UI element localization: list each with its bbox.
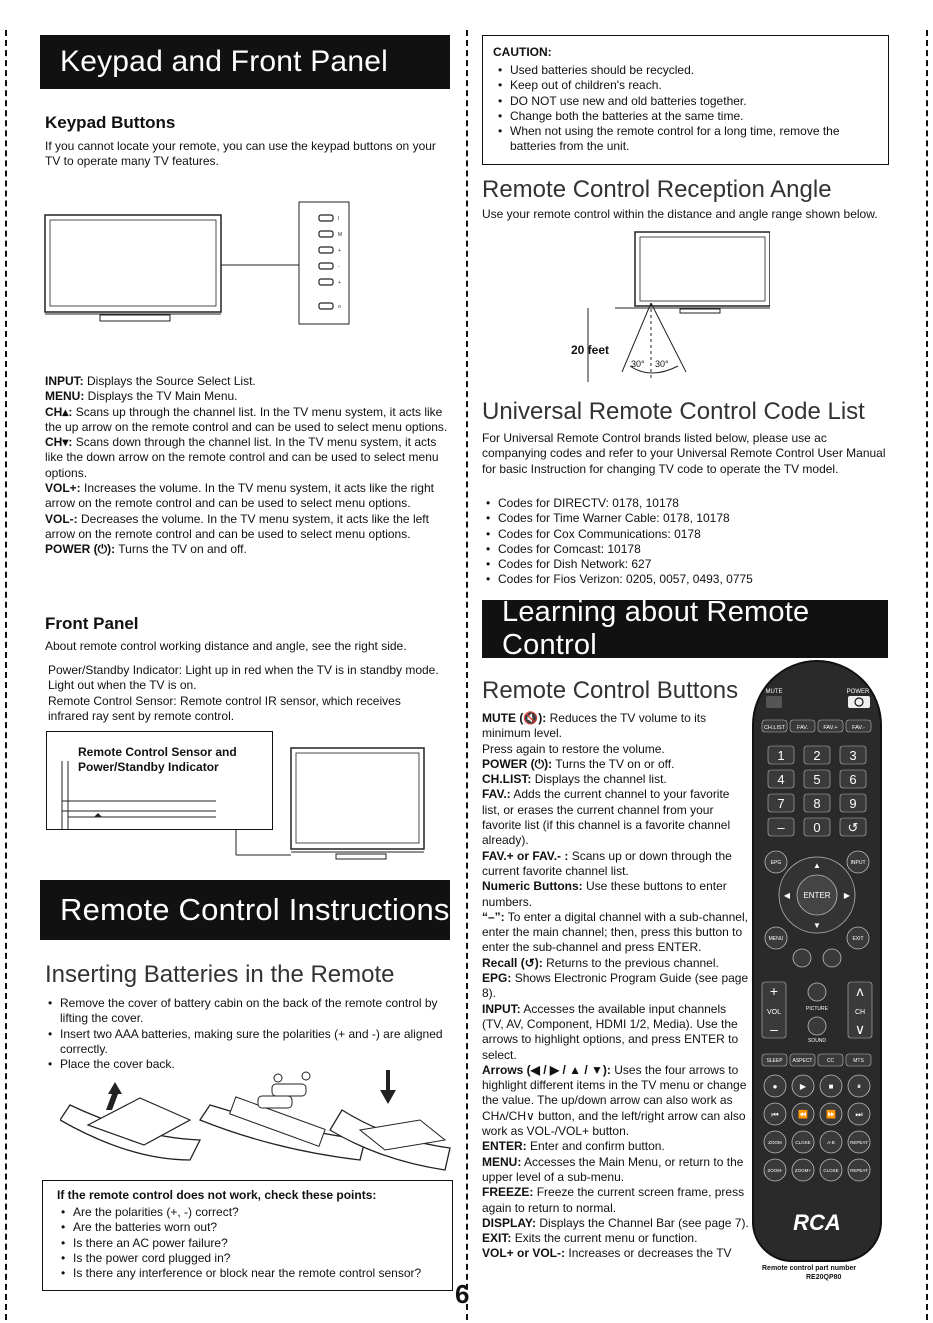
remote-mute-label: MUTE <box>765 689 783 695</box>
def-vol-up: VOL+: Increases the volume. In the TV menu system, it acts like the right arrow on the remote control and can be used to select menu options. <box>45 481 434 511</box>
remote-num-label: 3 <box>849 748 857 763</box>
def-ch-down: CH▾: Scans down through the channel list. In the TV menu system, it acts like the down arrow on the remote control and can be used to select menu options. <box>45 435 439 480</box>
remote-num-label: 6 <box>849 772 857 787</box>
troubleshooting-item: • Is the power cord plugged in? <box>59 1251 454 1266</box>
caution-item: • Keep out of children's reach. <box>496 78 881 93</box>
remote-btn-label: CH.LIST <box>763 725 786 731</box>
remote-media-icon: ⏪ <box>798 1110 808 1119</box>
troubleshooting-item: • Is there an AC power failure? <box>59 1236 454 1251</box>
def-chlist: CH.LIST: Displays the channel list. <box>482 772 667 787</box>
remote-menu-label: MENU <box>768 936 784 942</box>
remote-media-icon: ● <box>772 1082 778 1091</box>
center-divider-line <box>466 30 468 1320</box>
remote-media-icon: ⏩ <box>826 1110 836 1119</box>
remote-color-label: REPEAT <box>850 1140 868 1145</box>
remote-media-icon: ⏭ <box>855 1110 863 1119</box>
remote-buttons-title: Remote Control Buttons <box>482 677 739 704</box>
front-panel-intro: About remote control working distance and angle, see the right side. <box>45 639 407 653</box>
def-menu: MENU: Displays the TV Main Menu. <box>45 389 238 404</box>
svg-text:+: + <box>338 248 341 254</box>
remote-color-label: A-B <box>827 1140 835 1145</box>
battery-step: • Place the cover back. <box>46 1057 456 1072</box>
def-input: INPUT: Displays the Source Select List. <box>45 374 256 388</box>
svg-text:o: o <box>338 304 341 310</box>
def-mute-restore: Press again to restore the volume. <box>482 741 665 756</box>
battery-install-illustration-steps <box>60 1010 455 1185</box>
remote-btn-label: FAV.- <box>852 725 865 731</box>
codes-list <box>484 496 884 588</box>
reception-angle-diagram <box>570 228 770 398</box>
front-panel-indicator-desc: Power/Standby Indicator: Light up in red when the TV is in standby mode. Light out when the TV is on. <box>48 663 439 693</box>
code-item: • Codes for DIRECTV: 0178, 10178 <box>484 496 884 511</box>
code-item: • Codes for Dish Network: 627 <box>484 557 884 572</box>
remote-ch-label: CH <box>854 1009 866 1016</box>
reception-angle-text: Use your remote control within the distance and angle range shown below. <box>482 207 878 221</box>
caution-item: • Used batteries should be recycled. <box>496 63 881 78</box>
remote-btn-label: FAV. <box>796 725 809 731</box>
remote-part-label: Remote control part number <box>762 1265 857 1272</box>
remote-sound-button <box>808 1017 826 1035</box>
caution-list <box>496 63 881 155</box>
distance-label: 20 feet <box>571 343 610 357</box>
code-item: • Codes for Cox Communications: 0178 <box>484 527 884 542</box>
remote-num-label: 9 <box>849 796 857 811</box>
remote-func-label: CC <box>826 1058 835 1064</box>
svg-text:I: I <box>338 216 340 222</box>
remote-buttons-svg <box>754 662 880 1260</box>
remote-arrow-up: ▲ <box>813 861 821 870</box>
svg-text:+: + <box>338 280 341 286</box>
caution-box <box>482 35 889 165</box>
caution-item: • Change both the batteries at the same time. <box>496 109 881 124</box>
remote-arrow-down: ▼ <box>813 921 821 930</box>
universal-code-title: Universal Remote Control Code List <box>482 398 865 425</box>
remote-media-icon: ■ <box>828 1082 834 1091</box>
remote-brand-logo: RCA <box>793 1210 841 1235</box>
remote-func-label: SLEEP <box>766 1058 783 1064</box>
remote-power-label: POWER <box>846 689 870 695</box>
troubleshooting-title: If the remote control does not work, check these points: <box>57 1188 377 1202</box>
caution-item: • DO NOT use new and old batteries together. <box>496 94 881 109</box>
tv-keypad-illustration <box>40 195 360 330</box>
def-vol-down: VOL-: Decreases the volume. In the TV menu system, it acts like the left arrow on the remote control and can be used to select menu options. <box>45 511 429 541</box>
remote-bottom-label: REPEAT <box>850 1168 868 1173</box>
remote-sound-label: SOUND <box>807 1038 827 1044</box>
remote-func-label: ASPECT <box>792 1058 813 1064</box>
def-display: DISPLAY: Displays the Channel Bar (see page 7). <box>482 1215 749 1230</box>
def-vol: VOL+ or VOL-: Increases or decreases the TV <box>482 1246 732 1261</box>
code-item: • Codes for Time Warner Cable: 0178, 10178 <box>484 511 884 526</box>
def-recall: Recall (↺): Returns to the previous channel. <box>482 955 719 970</box>
banner-learning-remote: Learning about Remote Control <box>482 600 888 658</box>
remote-media-icon: ⏮ <box>771 1110 779 1119</box>
front-panel-title: Front Panel <box>45 614 139 633</box>
remote-func-label: MTS <box>853 1058 864 1064</box>
def-arrows: Arrows (◀ / ▶ / ▲ / ▼): Uses the four arrows to highlight different items in the TV menu or change the value. The up/down arrow can also work as CHʌ/CH∨ button, and the left/right arrow can also work as VOL-/VOL+ button. <box>482 1062 747 1139</box>
remote-bottom-label: ZOOM- <box>767 1168 783 1173</box>
def-epg: EPG: Shows Electronic Program Guide (see page 8). <box>482 971 749 1001</box>
remote-part-number: RE20QP80 <box>806 1274 842 1281</box>
angle-right-label: 30° <box>655 359 669 369</box>
remote-control-image <box>752 660 882 1262</box>
caution-title: CAUTION: <box>493 45 552 59</box>
troubleshooting-list <box>59 1205 454 1281</box>
remote-button-definitions <box>482 711 750 1262</box>
remote-num-label: 1 <box>777 748 785 763</box>
keypad-buttons-title: Keypad Buttons <box>45 113 176 132</box>
remote-ch-down: ∨ <box>854 1021 866 1037</box>
def-mute: MUTE (🔇): Reduces the TV volume to its minimum level. <box>482 711 707 741</box>
caution-item: • When not using the remote control for a long time, remove the batteries from the unit. <box>496 124 881 155</box>
battery-step: • Insert two AAA batteries, making sure the polarities (+ and -) are aligned correctly. <box>46 1027 456 1058</box>
banner-keypad-front-panel: Keypad and Front Panel <box>40 35 450 89</box>
remote-input-label: INPUT <box>850 860 866 866</box>
remote-arrow-left: ◀ <box>783 891 791 900</box>
battery-install-illustration <box>60 703 455 878</box>
remote-bottom-label: CLOSE <box>823 1168 839 1173</box>
svg-text:M: M <box>338 232 343 238</box>
def-fav: FAV.: Adds the current channel to your favorite list, or erases the current channel from your favorite list (if this channel is a favorite channel already). <box>482 787 731 848</box>
reception-angle-title: Remote Control Reception Angle <box>482 176 832 203</box>
front-panel-sensor-desc: Remote Control Sensor: Remote control IR sensor, which receives infrared ray sent by remote control. <box>48 694 401 724</box>
troubleshooting-box <box>42 1180 453 1291</box>
remote-num-label: 4 <box>777 772 785 787</box>
def-input: INPUT: Accesses the available input channels (TV, AV, Component, HDMI 1/2, Media). Use the arrows to highlight options, and press ENTER to select. <box>482 1001 739 1062</box>
remote-num-label: – <box>777 820 785 835</box>
remote-bottom-label: ZOOM+ <box>794 1168 812 1173</box>
remote-color-label: CLOSE <box>795 1140 811 1145</box>
remote-exit-label: EXIT <box>852 936 864 942</box>
def-power: POWER (⏻): Turns the TV on or off. <box>482 756 675 771</box>
remote-ch-up: ʌ <box>856 983 864 999</box>
def-menu: MENU: Accesses the Main Menu, or return to the upper level of a sub-menu. <box>482 1154 744 1184</box>
code-item: • Codes for Comcast: 10178 <box>484 542 884 557</box>
remote-vol-plus: + <box>769 983 779 999</box>
keypad-definitions <box>45 374 455 558</box>
remote-media-icon: ⏸ <box>857 1082 861 1091</box>
remote-num-label: 8 <box>813 796 821 811</box>
angle-left-label: 30° <box>631 359 645 369</box>
keypad-intro: If you cannot locate your remote, you can use the keypad buttons on your TV to operate many TV features. <box>45 139 436 169</box>
remote-picture-button <box>808 983 826 1001</box>
remote-num-label: ↺ <box>847 820 859 835</box>
remote-display-button <box>823 949 841 967</box>
universal-code-text: For Universal Remote Control brands listed below, please use ac companying codes and refer to your Universal Remote Control User Manual for basic Instruction for changing TV code to operate the TV model. <box>482 431 886 476</box>
page-number: 6 <box>455 1279 470 1309</box>
remote-num-label: 2 <box>813 748 821 763</box>
remote-vol-minus: – <box>770 1021 778 1037</box>
inserting-batteries-title: Inserting Batteries in the Remote <box>45 961 395 988</box>
remote-arrow-right: ▶ <box>843 891 851 900</box>
svg-text:-: - <box>338 264 340 270</box>
battery-step: • Remove the cover of battery cabin on the back of the remote control by lifting the cover. <box>46 996 456 1027</box>
remote-freeze-button <box>793 949 811 967</box>
remote-vol-label: VOL <box>766 1009 782 1016</box>
troubleshooting-item: • Are the polarities (+, -) correct? <box>59 1205 454 1220</box>
remote-media-icon: ▶ <box>799 1082 807 1091</box>
remote-num-label: 7 <box>777 796 785 811</box>
banner-remote-control-instructions: Remote Control Instructions <box>40 880 450 940</box>
troubleshooting-item: • Are the batteries worn out? <box>59 1220 454 1235</box>
sensor-callout-label: Remote Control Sensor and Power/Standby Indicator <box>78 745 237 774</box>
def-fav-plus-minus: FAV.+ or FAV.- : Scans up or down through the current favorite channel list. <box>482 848 732 878</box>
remote-btn-label: FAV.+ <box>823 725 838 731</box>
def-power: POWER (⏻): Turns the TV on and off. <box>45 542 247 557</box>
right-edge-line <box>926 30 928 1320</box>
remote-picture-label: PICTURE <box>806 1006 828 1012</box>
remote-epg-label: EPG <box>770 860 782 866</box>
def-ch-up: CH▴: Scans up through the channel list. In the TV menu system, it acts like the up arrow on the remote control and can be used to select menu options. <box>45 404 448 434</box>
troubleshooting-item: • Is there any interference or block near the remote control sensor? <box>59 1266 454 1281</box>
def-numeric: Numeric Buttons: Use these buttons to enter numbers. <box>482 879 727 909</box>
def-enter: ENTER: Enter and confirm button. <box>482 1139 665 1154</box>
def-freeze: FREEZE: Freeze the current screen frame, press again to return to normal. <box>482 1185 745 1215</box>
def-exit: EXIT: Exits the current menu or function. <box>482 1231 698 1246</box>
code-item: • Codes for Fios Verizon: 0205, 0057, 0493, 0775 <box>484 572 884 587</box>
remote-num-label: 0 <box>813 820 821 835</box>
remote-num-label: 5 <box>813 772 821 787</box>
remote-color-label: ZOOM <box>768 1140 782 1145</box>
def-dash: “–”: To enter a digital channel with a sub-channel, enter the main channel; then, press this button to enter the sub-channel and press ENTER. <box>482 909 748 955</box>
left-edge-line <box>5 30 7 1320</box>
remote-enter-label: ENTER <box>803 891 831 900</box>
